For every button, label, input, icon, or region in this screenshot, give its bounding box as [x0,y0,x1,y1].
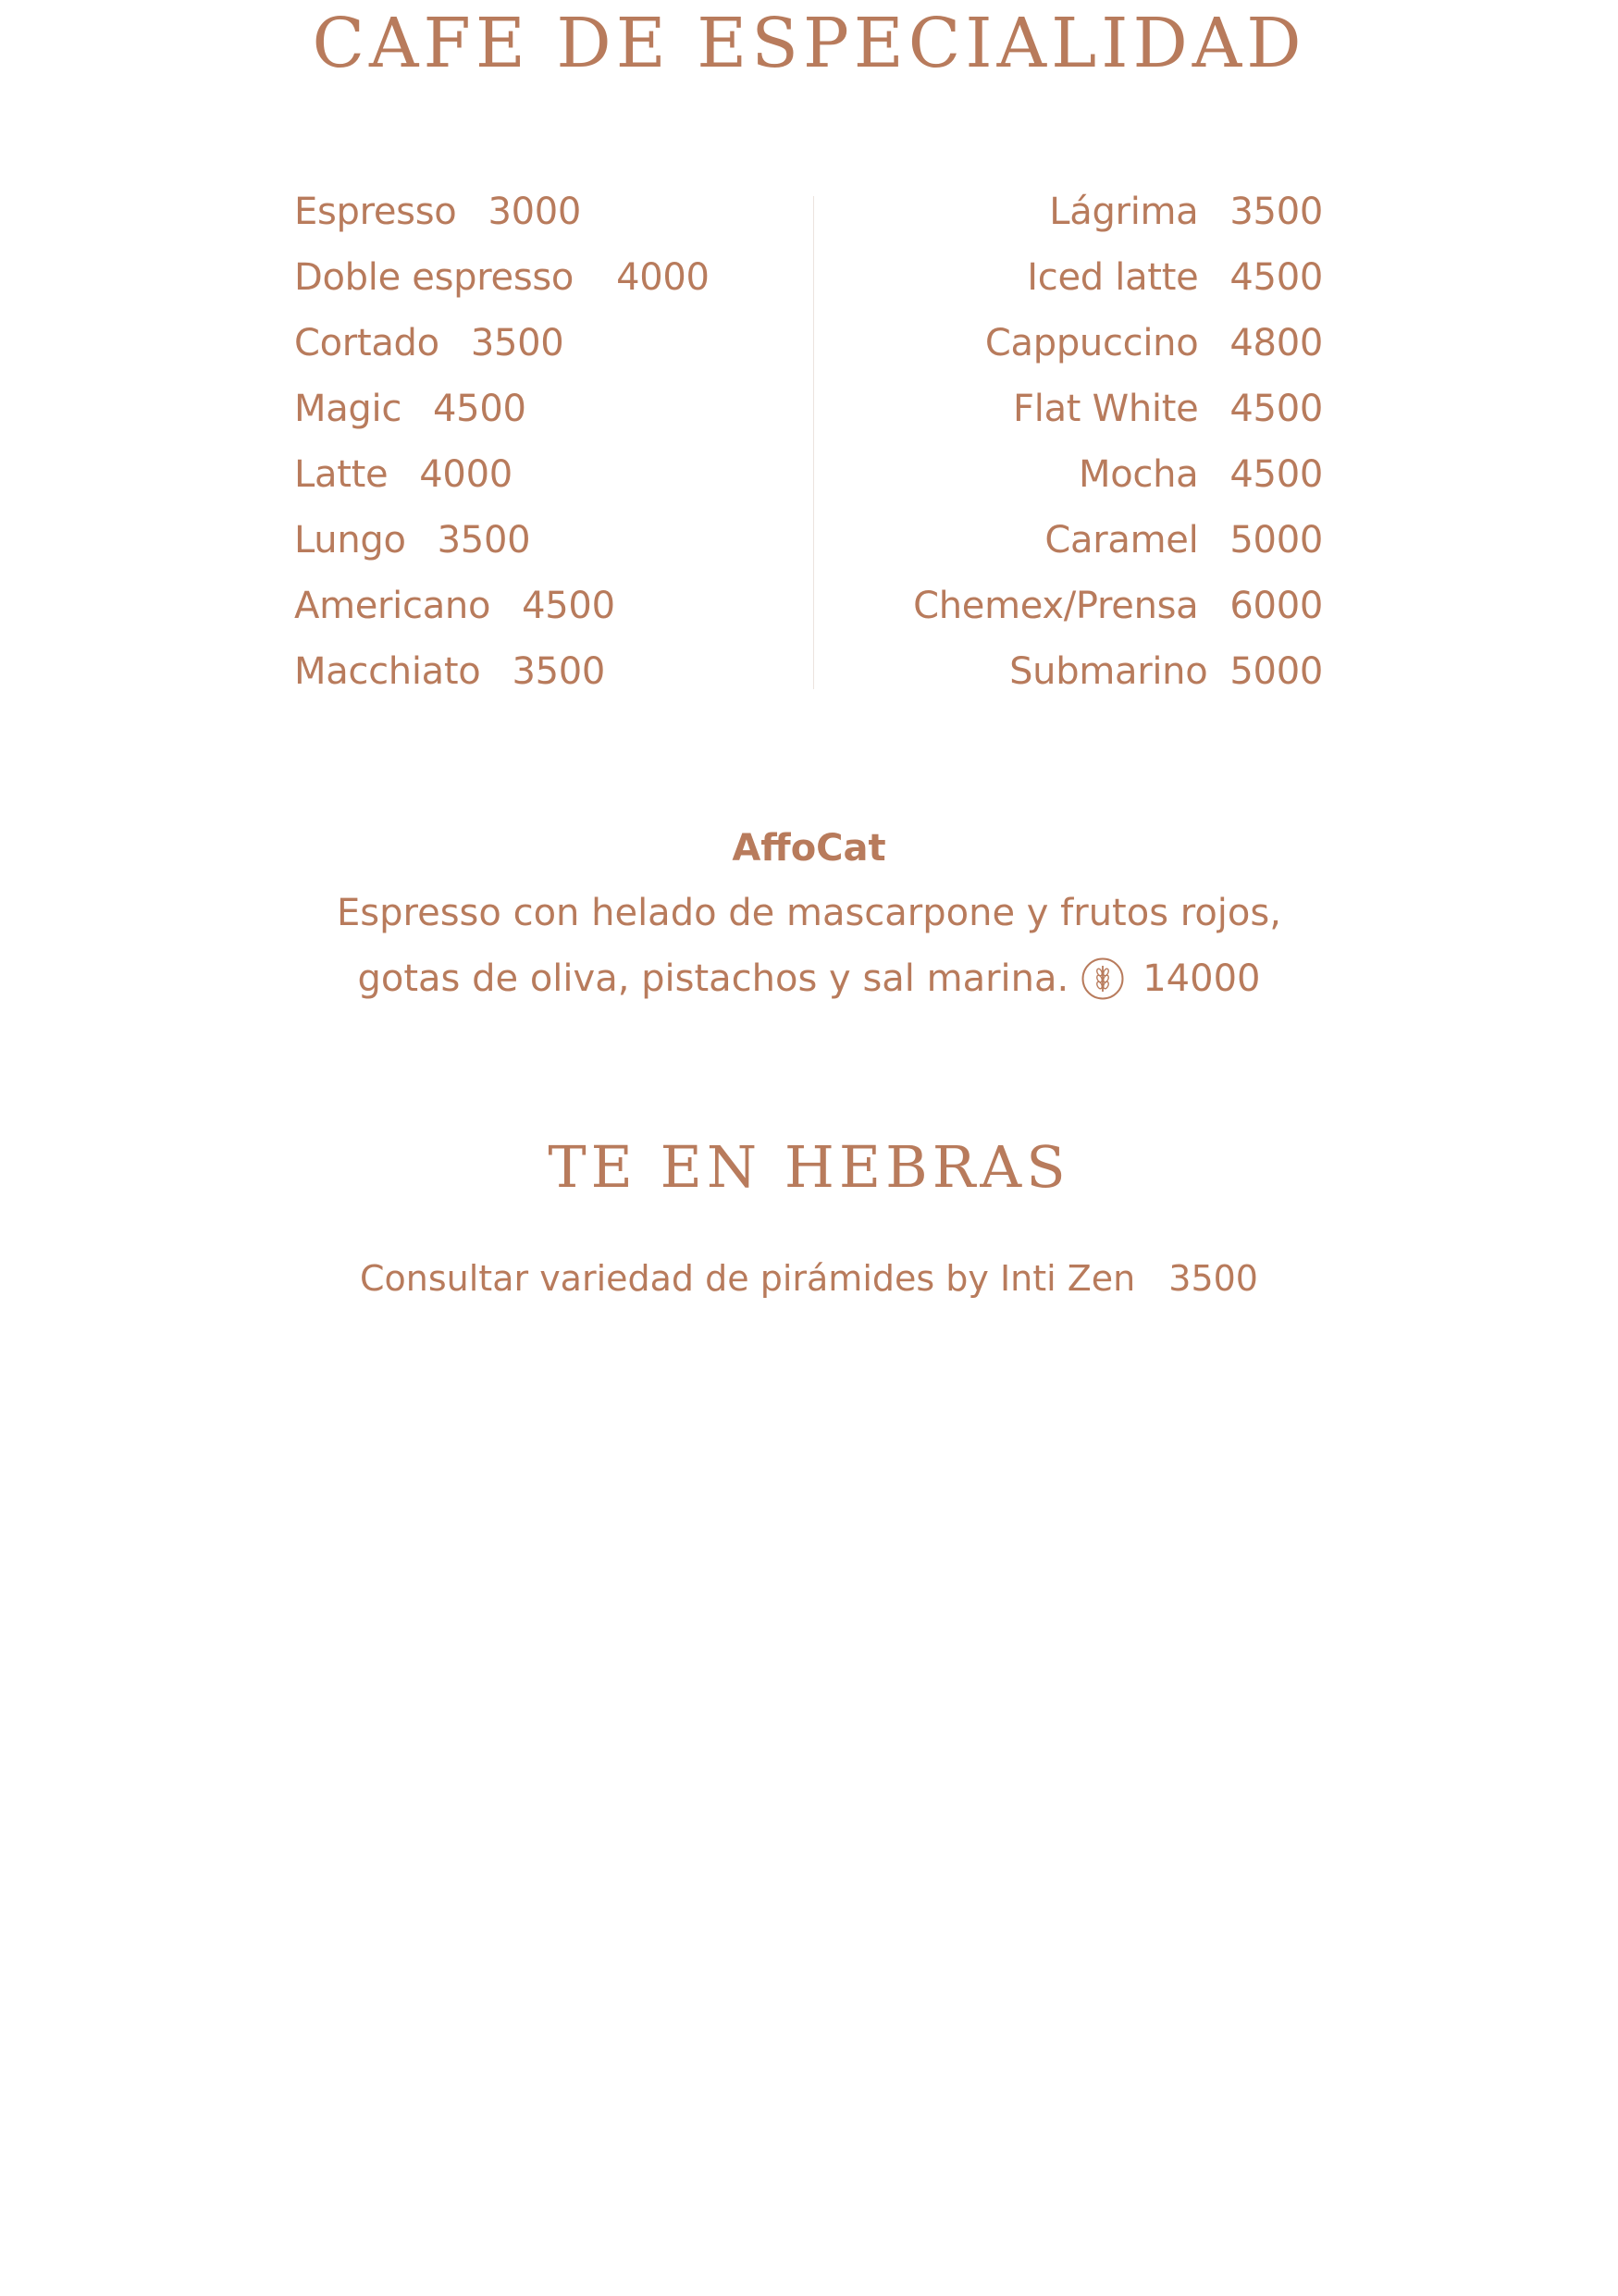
affocat-name: AffoCat [732,827,886,870]
menu-item-price: 4500 [1229,388,1323,430]
menu-item-price: 4500 [433,388,526,430]
menu-item-price: 3500 [470,322,564,364]
menu-item-price: 5000 [1229,650,1323,693]
menu-item [294,445,757,511]
menu-item [907,576,1323,642]
menu-item [907,445,1323,511]
menu-item-name: Macchiato [294,650,481,693]
menu-item-name: Submarino [1009,650,1208,693]
tea-description-row [0,1249,1618,1308]
menu-item-price: 5000 [1229,519,1323,562]
menu-item-price: 4500 [1229,256,1323,299]
menu-item-price: 3500 [512,650,606,693]
menu-item [907,511,1323,576]
menu-item-name: Chemex/Prensa [913,585,1199,627]
menu-item [907,182,1323,248]
menu-item-name: Lágrima [1049,191,1199,233]
menu-item [294,248,757,314]
cafe-menu-right-column [907,182,1323,708]
menu-item-name: Iced latte [1027,256,1199,299]
menu-item [907,248,1323,314]
menu-item-price: 4000 [419,453,513,496]
menu-item-name: Cortado [294,322,439,364]
menu-item-price: 3000 [488,191,582,233]
menu-item-name: Magic [294,388,402,430]
menu-item-name: Espresso [294,191,457,233]
affocat-description-line-2: gotas de oliva, pistachos y sal marina. [357,957,1069,1000]
menu-item-name: Doble espresso [294,256,574,299]
affocat-price: 14000 [1142,957,1261,1000]
menu-item [294,314,757,379]
menu-item-price: 3500 [1229,191,1323,233]
menu-item-name: Latte [294,453,389,496]
cafe-section-title: CAFE DE ESPECIALIDAD [312,4,1306,83]
menu-item-price: 4500 [1229,453,1323,496]
cafe-menu-left-column [294,182,757,708]
menu-item-price: 4500 [522,585,615,627]
menu-item-name: Caramel [1044,519,1199,562]
tea-description: Consultar variedad de pirámides by Inti Zen [360,1258,1136,1299]
menu-item [294,642,757,708]
menu-item [907,314,1323,379]
menu-item-price: 6000 [1229,585,1323,627]
affocat-description-line-1: Espresso con helado de mascarpone y frutos rojos, [337,892,1281,934]
menu-item [907,642,1323,708]
menu-item [907,379,1323,445]
wheat-icon [1081,957,1124,1000]
menu-item-price: 4000 [616,256,710,299]
menu-item [294,511,757,576]
tea-price: 3500 [1168,1258,1258,1299]
menu-item [294,182,757,248]
menu-item [294,576,757,642]
menu-item-name: Cappuccino [984,322,1199,364]
menu-item-price: 4800 [1229,322,1323,364]
column-divider [813,196,814,689]
menu-item-name: Mocha [1079,453,1199,496]
menu-item-price: 3500 [437,519,531,562]
tea-section-title: TE EN HEBRAS [548,1133,1070,1201]
menu-item-name: Lungo [294,519,406,562]
affocat-description-row [0,949,1618,1008]
menu-item-name: Flat White [1013,388,1199,430]
menu-item [294,379,757,445]
menu-item-name: Americano [294,585,491,627]
